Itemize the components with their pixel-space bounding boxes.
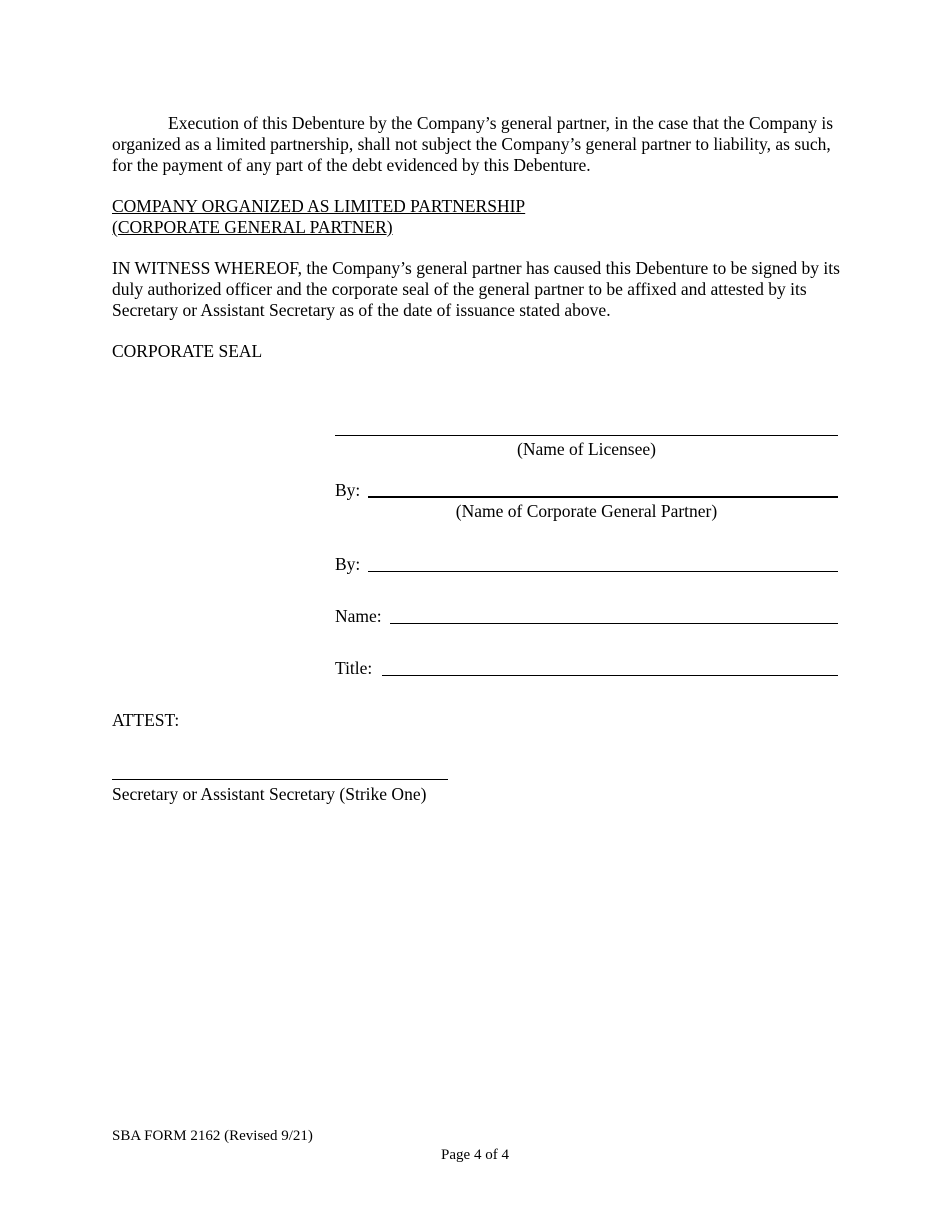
licensee-signature-line[interactable] [335,435,838,436]
by-label-1: By: [335,480,361,500]
officer-signature-line[interactable] [368,571,838,572]
attest-label: ATTEST: [112,710,180,730]
licensee-label: (Name of Licensee) [517,439,656,459]
title-field-line[interactable] [382,675,838,676]
page-number: Page 4 of 4 [441,1147,509,1163]
form-id: SBA FORM 2162 (Revised 9/21) [112,1128,313,1144]
corporate-gp-signature-line[interactable] [368,496,838,498]
by-label-2: By: [335,554,361,574]
heading-line-1: COMPANY ORGANIZED AS LIMITED PARTNERSHIP [112,196,526,216]
heading-line-2: (CORPORATE GENERAL PARTNER) [112,217,393,237]
name-label: Name: [335,606,382,626]
title-label: Title: [335,658,373,678]
intro-paragraph: Execution of this Debenture by the Company’s general partner, in the case that the Company is organized as a limited partnership, shall not subject the Company’s general partner to liability, as such, for the payment of any part of the debt evidenced by this Debenture. [112,113,834,175]
name-field-line[interactable] [390,623,838,624]
corporate-gp-label: (Name of Corporate General Partner) [455,501,718,521]
secretary-signature-line[interactable] [112,779,448,780]
corporate-seal-label: CORPORATE SEAL [112,341,263,361]
witness-paragraph: IN WITNESS WHEREOF, the Company’s general partner has caused this Debenture to be signed by its duly authorized officer and the corporate seal of the general partner to be affixed and attested by its Secretary or Assistant Secretary as of the date of issuance stated above. [112,258,840,320]
section-heading [112,196,525,238]
secretary-label: Secretary or Assistant Secretary (Strike One) [112,784,427,804]
